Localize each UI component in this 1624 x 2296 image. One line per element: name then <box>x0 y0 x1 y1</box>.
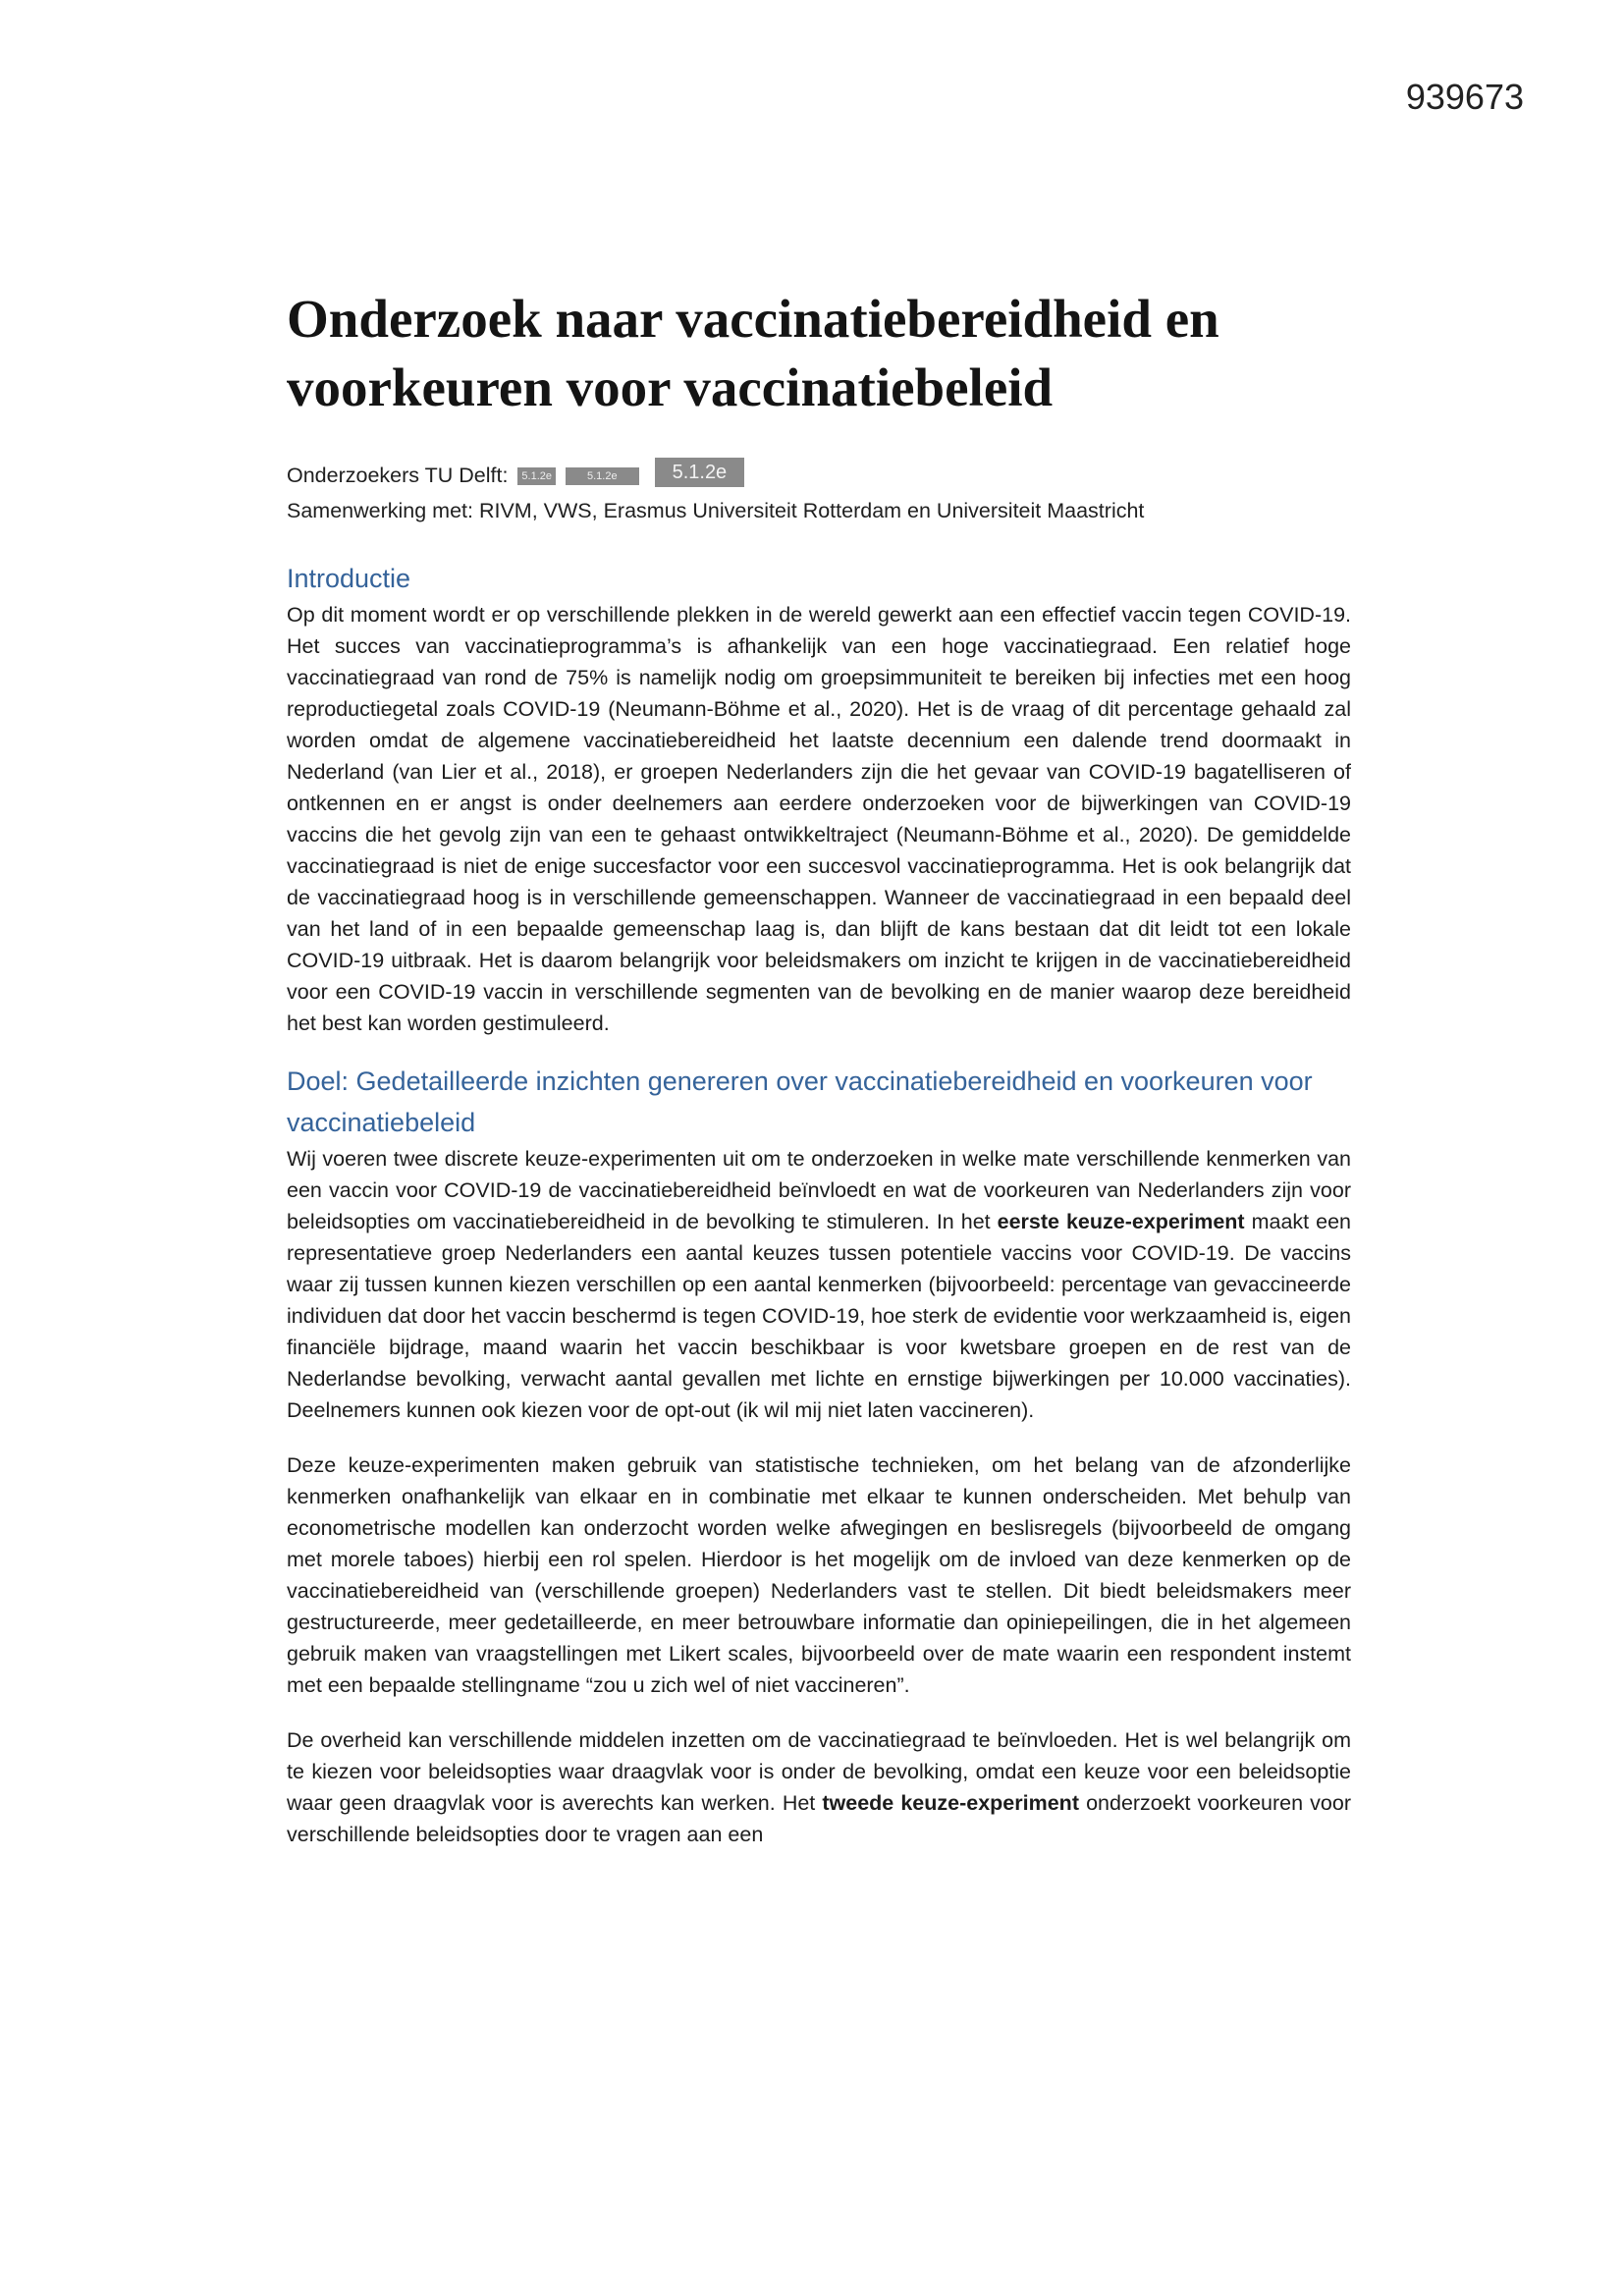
document-page <box>287 285 1351 1850</box>
introduction-paragraph: Op dit moment wordt er op verschillende plekken in de wereld gewerkt aan een effectief vaccin tegen COVID-19. Het succes van vaccinatieprogramma’s is afhankelijk van een hoge vaccinatiegraad. Een relatief hoge vaccinatiegraad van rond de 75% is namelijk nodig om groepsimmuniteit te bereiken bij infecties met een hoog reproductiegetal zoals COVID-19 (Neumann-Böhme et al., 2020). Het is de vraag of dit percentage gehaald zal worden omdat de algemene vaccinatiebereidheid het laatste decennium een dalende trend doormaakt in Nederland (van Lier et al., 2018), er groepen Nederlanders zijn die het gevaar van COVID-19 bagatelliseren of ontkennen en er angst is onder deelnemers aan eerdere onderzoeken voor de bijwerkingen van COVID-19 vaccins die het gevolg zijn van een te gehaast ontwikkeltraject (Neumann-Böhme et al., 2020). De gemiddelde vaccinatiegraad is niet de enige succesfactor voor een succesvol vaccinatieprogramma. Het is ook belangrijk dat de vaccinatiegraad hoog is in verschillende gemeenschappen. Wanneer de vaccinatiegraad in een bepaald deel van het land of in een bepaalde gemeenschap laag is, dan blijft de kans bestaan dat dit leidt tot een lokale COVID-19 uitbraak. Het is daarom belangrijk voor beleidsmakers om inzicht te krijgen in de vaccinatiebereidheid voor een COVID-19 vaccin in verschillende segmenten van de bevolking en de manier waarop deze bereidheid het best kan worden gestimuleerd. <box>287 603 1351 1035</box>
goal-p1-bold-term: eerste keuze-experiment <box>997 1210 1245 1233</box>
collaboration-line: Samenwerking met: RIVM, VWS, Erasmus Universiteit Rotterdam en Universiteit Maastricht <box>287 499 1145 522</box>
goal-p3-bold-term: tweede keuze-experiment <box>822 1791 1079 1815</box>
introduction-heading: Introductie <box>287 564 411 593</box>
goal-paragraph-3 <box>287 1724 1351 1850</box>
redaction-box: 5.1.2e <box>655 458 745 487</box>
redaction-box: 5.1.2e <box>517 467 556 485</box>
goal-p3-text-end: onderzoekt voorkeuren voor verschillende beleidsopties door te vragen aan een <box>287 1791 1351 1846</box>
researchers-line <box>287 458 1351 493</box>
researchers-label: Onderzoekers TU Delft: <box>287 464 509 487</box>
document-id: 939673 <box>1405 77 1524 117</box>
goal-paragraph-1 <box>287 1143 1351 1426</box>
document-title: Onderzoek naar vaccinatiebereidheid en voorkeuren voor vaccinatiebeleid <box>287 289 1219 417</box>
goal-p3-text-start: De overheid kan verschillende middelen inzetten om de vaccinatiegraad te beïnvloeden. Het is wel belangrijk om te kiezen voor beleidsopties waar draagvlak voor is onder de bevolking, omdat een keuze voor een beleidsoptie waar geen draagvlak voor is averechts kan werken. Het <box>287 1728 1351 1815</box>
goal-paragraph-2: Deze keuze-experimenten maken gebruik van statistische technieken, om het belang van de afzonderlijke kenmerken onafhankelijk van elkaar en in combinatie met elkaar te kunnen onderscheiden. Met behulp van econometrische modellen kan onderzocht worden welke afwegingen en beslisregels (bijvoorbeeld de omgang met morele taboes) hierbij een rol spelen. Hierdoor is het mogelijk om de invloed van deze kenmerken op de vaccinatiebereidheid van (verschillende groepen) Nederlanders vast te stellen. Dit biedt beleidsmakers meer gestructureerde, meer gedetailleerde, en meer betrouwbare informatie dan opiniepeilingen, die in het algemeen gebruik maken van vraagstellingen met Likert scales, bijvoorbeeld over de mate waarin een respondent instemt met een bepaalde stellingname “zou u zich wel of niet vaccineren”. <box>287 1453 1351 1697</box>
document-meta <box>287 458 1351 528</box>
goal-p1-text-start: Wij voeren twee discrete keuze-experimenten uit om te onderzoeken in welke mate verschillende kenmerken van een vaccin voor COVID-19 de vaccinatiebereidheid beïnvloedt en wat de voorkeuren van Nederlanders zijn voor beleidsopties om vaccinatiebereidheid in de bevolking te stimuleren. In het <box>287 1147 1351 1233</box>
redaction-box: 5.1.2e <box>566 467 639 485</box>
goal-p1-text-end: maakt een representatieve groep Nederlanders een aantal keuzes tussen potentiele vaccins voor COVID-19. De vaccins waar zij tussen kunnen kiezen verschillen op een aantal kenmerken (bijvoorbeeld: percentage van gevaccineerde individuen dat door het vaccin beschermd is tegen COVID-19, hoe sterk de evidentie voor werkzaamheid is, eigen financiële bijdrage, maand waarin het vaccin beschikbaar is voor kwetsbare groepen en de rest van de Nederlandse bevolking, verwacht aantal gevallen met lichte en ernstige bijwerkingen per 10.000 vaccinaties). Deelnemers kunnen ook kiezen voor de opt-out (ik wil mij niet laten vaccineren). <box>287 1210 1351 1422</box>
goal-heading: Doel: Gedetailleerde inzichten genereren over vaccinatiebereidheid en voorkeuren voor vaccinatiebeleid <box>287 1066 1313 1137</box>
